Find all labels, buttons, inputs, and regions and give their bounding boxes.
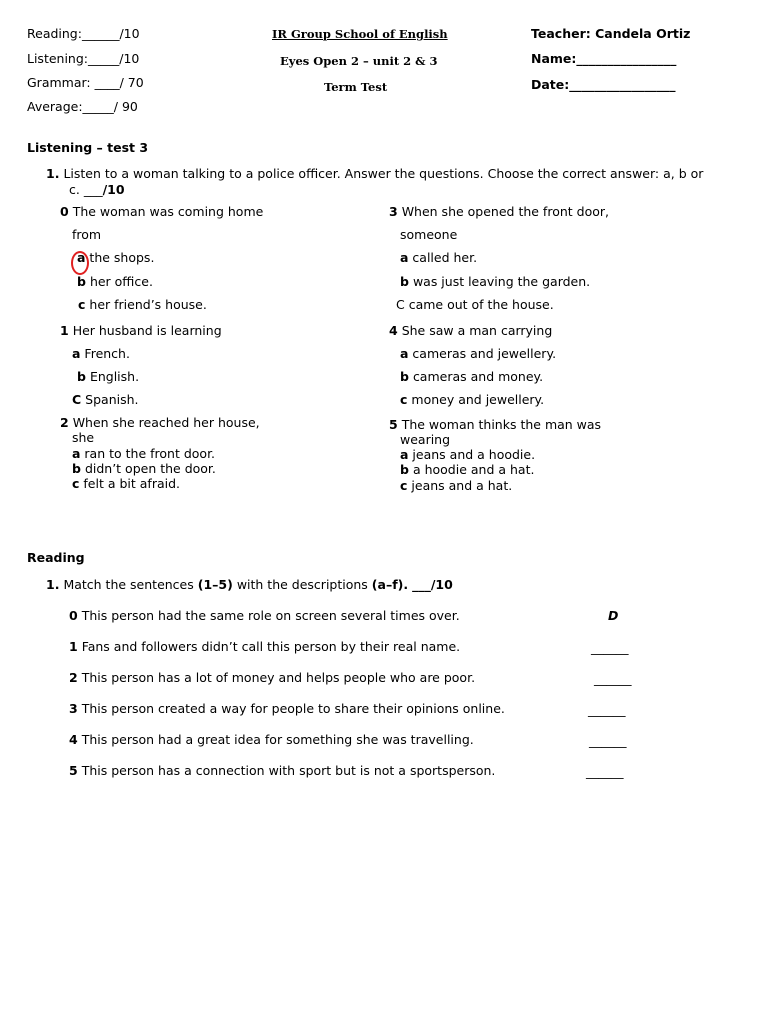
option-letter: c — [400, 478, 408, 493]
option-text: ran to the front door. — [84, 446, 216, 461]
option-text: Spanish. — [85, 392, 139, 407]
reading-score-field: Reading:______/10 — [27, 26, 140, 41]
option-letter: a — [72, 346, 81, 361]
course-name: Eyes Open 2 – unit 2 & 3 — [280, 54, 438, 68]
option-text: a hoodie and a hat. — [412, 462, 535, 477]
option-2a[interactable] — [72, 446, 215, 461]
option-letter: c — [78, 297, 86, 312]
answer-blank-3[interactable]: ______ — [588, 702, 626, 717]
question-text-cont: from — [72, 227, 102, 242]
item-number: 5 — [69, 763, 78, 778]
option-text: French. — [84, 346, 130, 361]
instruction-text: Match the sentences — [63, 577, 194, 592]
option-0c[interactable] — [78, 297, 207, 312]
option-5c[interactable] — [400, 478, 512, 493]
item-text: This person created a way for people to share their opinions online. — [81, 701, 505, 716]
listening-instruction — [46, 166, 703, 181]
item-text: This person had the same role on screen several times over. — [81, 608, 460, 623]
instruction-score: /10 — [102, 182, 125, 197]
option-letter: b — [400, 369, 409, 384]
option-letter: b — [77, 369, 86, 384]
reading-item-1 — [69, 639, 460, 654]
question-4 — [389, 323, 552, 338]
question-text: The woman was coming home — [72, 204, 264, 219]
option-letter: c — [400, 392, 408, 407]
instruction-number: 1. — [46, 577, 60, 592]
test-name: Term Test — [324, 80, 388, 94]
option-letter: c — [72, 476, 80, 491]
listening-instruction-cont — [69, 182, 125, 197]
answer-blank-1[interactable]: ______ — [591, 640, 629, 655]
option-letter: b — [72, 461, 81, 476]
option-text: cameras and jewellery. — [412, 346, 557, 361]
reading-item-3 — [69, 701, 505, 716]
question-3 — [389, 204, 609, 219]
option-text: money and jewellery. — [411, 392, 545, 407]
question-text-cont: someone — [400, 227, 458, 242]
instruction-text-cont: c. ___ — [69, 182, 103, 197]
option-text: felt a bit afraid. — [83, 476, 181, 491]
question-1 — [60, 323, 222, 338]
question-text: When she opened the front door, — [401, 204, 609, 219]
question-2 — [60, 415, 260, 430]
option-5b[interactable] — [400, 462, 534, 477]
option-letter: C — [72, 392, 82, 407]
option-1c[interactable] — [72, 392, 139, 407]
student-name-field: Name:________________ — [531, 51, 677, 66]
question-number: 2 — [60, 415, 69, 430]
item-number: 4 — [69, 732, 78, 747]
option-text: was just leaving the garden. — [412, 274, 591, 289]
option-letter: a — [400, 250, 409, 265]
instruction-text: Listen to a woman talking to a police officer. Answer the questions. Choose the correct answer: a, b or — [63, 166, 704, 181]
answer-blank-5[interactable]: ______ — [586, 764, 624, 779]
item-number: 1 — [69, 639, 78, 654]
question-number: 4 — [389, 323, 398, 338]
option-text: jeans and a hoodie. — [412, 447, 536, 462]
option-2c[interactable] — [72, 476, 180, 491]
instruction-score: ___/10 — [412, 577, 453, 592]
option-letter: b — [77, 274, 86, 289]
item-text: This person has a lot of money and helps people who are poor. — [81, 670, 476, 685]
question-0 — [60, 204, 263, 219]
reading-item-5 — [69, 763, 495, 778]
average-score-field: Average:_____/ 90 — [27, 99, 138, 114]
question-number: 1 — [60, 323, 69, 338]
item-text: This person has a connection with sport but is not a sportsperson. — [81, 763, 496, 778]
option-letter: a — [400, 447, 409, 462]
option-text: cameras and money. — [412, 369, 544, 384]
listening-section-title: Listening – test 3 — [27, 140, 149, 155]
reading-item-4 — [69, 732, 474, 747]
option-text: the shops. — [89, 250, 155, 265]
question-number: 3 — [389, 204, 398, 219]
teacher-name: Teacher: Candela Ortiz — [531, 26, 691, 41]
option-text: English. — [89, 369, 140, 384]
question-number: 5 — [389, 417, 398, 432]
option-3b[interactable] — [400, 274, 590, 289]
option-text: didn’t open the door. — [84, 461, 216, 476]
option-4a[interactable] — [400, 346, 556, 361]
option-text: her friend’s house. — [89, 297, 207, 312]
item-number: 2 — [69, 670, 78, 685]
instruction-number: 1. — [46, 166, 60, 181]
school-name: IR Group School of English — [272, 27, 448, 41]
option-0b[interactable] — [77, 274, 153, 289]
answer-0: D — [608, 608, 619, 623]
instruction-range-descriptions: (a–f). — [371, 577, 409, 592]
item-text: This person had a great idea for something she was travelling. — [81, 732, 474, 747]
reading-section-title: Reading — [27, 550, 85, 565]
option-letter: a — [77, 250, 86, 265]
date-field: Date:_________________ — [531, 77, 676, 92]
option-4c[interactable] — [400, 392, 544, 407]
option-1b[interactable] — [77, 369, 139, 384]
reading-item-0 — [69, 608, 460, 623]
selected-answer-circle — [71, 251, 89, 275]
option-2b[interactable] — [72, 461, 216, 476]
question-text: Her husband is learning — [72, 323, 222, 338]
option-letter: C — [396, 297, 405, 312]
question-text-cont: she — [72, 430, 95, 445]
question-5 — [389, 417, 601, 432]
grammar-score-field: Grammar: ____/ 70 — [27, 75, 144, 90]
listening-score-field: Listening:_____/10 — [27, 51, 140, 66]
option-text: jeans and a hat. — [411, 478, 513, 493]
answer-blank-2[interactable]: ______ — [594, 671, 632, 686]
option-1a[interactable] — [72, 346, 130, 361]
answer-blank-4[interactable]: ______ — [589, 733, 627, 748]
instruction-text: with the descriptions — [236, 577, 368, 592]
reading-item-2 — [69, 670, 475, 685]
option-text: came out of the house. — [408, 297, 554, 312]
item-number: 0 — [69, 608, 78, 623]
option-letter: b — [400, 462, 409, 477]
option-3a[interactable] — [400, 250, 477, 265]
question-number: 0 — [60, 204, 69, 219]
reading-instruction — [46, 577, 453, 592]
item-number: 3 — [69, 701, 78, 716]
option-4b[interactable] — [400, 369, 543, 384]
option-letter: b — [400, 274, 409, 289]
item-text: Fans and followers didn’t call this person by their real name. — [81, 639, 461, 654]
question-text: When she reached her house, — [72, 415, 260, 430]
option-letter: a — [400, 346, 409, 361]
instruction-range-sentences: (1–5) — [197, 577, 233, 592]
question-text-cont: wearing — [400, 432, 451, 447]
option-text: called her. — [412, 250, 478, 265]
option-letter: a — [72, 446, 81, 461]
question-text: The woman thinks the man was — [401, 417, 602, 432]
option-5a[interactable] — [400, 447, 535, 462]
option-3c[interactable] — [396, 297, 554, 312]
question-text: She saw a man carrying — [401, 323, 553, 338]
option-text: her office. — [89, 274, 153, 289]
